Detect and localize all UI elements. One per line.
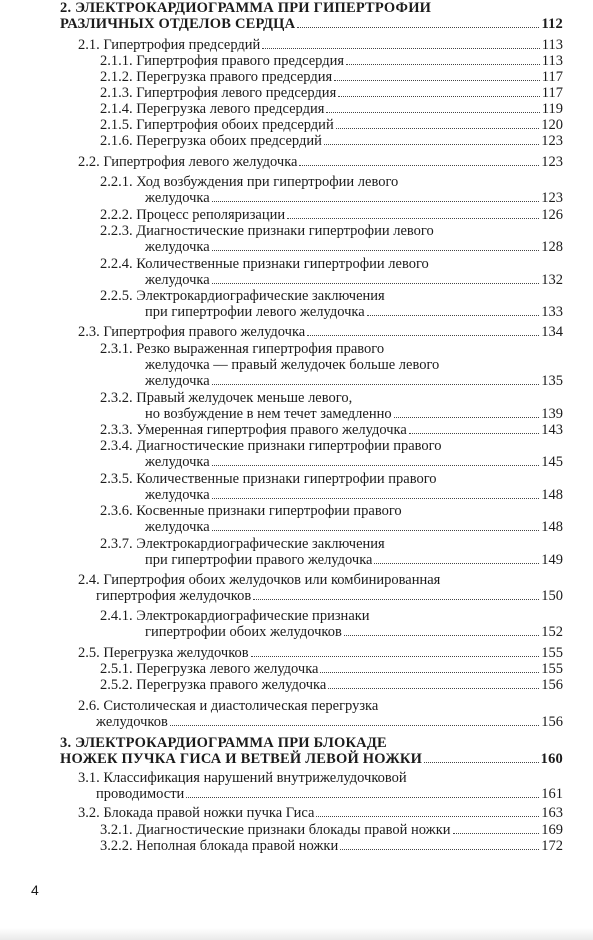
- dot-leader: [307, 335, 539, 336]
- dot-leader: [340, 849, 539, 850]
- toc-entry-title: желудочка: [145, 190, 210, 206]
- toc-entry-page: 156: [541, 677, 563, 693]
- toc-entry: [100, 536, 563, 552]
- toc-entry: [145, 272, 563, 288]
- toc-entry: [100, 85, 563, 101]
- toc-entry-title: 2.3.2. Правый желудочек меньше левого,: [100, 390, 353, 406]
- toc-entry-page: 160: [540, 751, 563, 767]
- toc-entry-title: НОЖЕК ПУЧКА ГИСА И ВЕТВЕЙ ЛЕВОЙ НОЖКИ: [60, 751, 423, 767]
- toc-entry: [78, 572, 563, 588]
- toc-entry-page: 128: [541, 239, 563, 255]
- dot-leader: [287, 218, 539, 219]
- toc-entry-title: но возбуждение в нем течет замедленно: [145, 406, 392, 422]
- toc-entry-title: желудочка: [145, 487, 210, 503]
- dot-leader: [453, 833, 540, 834]
- toc-entry-page: 134: [541, 324, 563, 340]
- toc-entry-title: 2.3.7. Электрокардиографические заключения: [100, 536, 385, 552]
- toc-entry-title: 2.2.5. Электрокардиографические заключения: [100, 288, 385, 304]
- toc-entry: [100, 101, 563, 117]
- dot-leader: [251, 656, 540, 657]
- toc-entry-title: 2.6. Систолическая и диастолическая перегрузка: [78, 698, 379, 714]
- toc-entry-title: проводимости: [96, 786, 185, 802]
- toc-entry: [78, 324, 563, 340]
- toc-entry: [100, 838, 563, 854]
- dot-leader: [186, 797, 539, 798]
- toc-entry: [100, 341, 563, 357]
- toc-entry: [100, 133, 563, 149]
- toc-entry-page: 117: [541, 85, 563, 101]
- toc-entry-title: 2.2.1. Ход возбуждения при гипертрофии левого: [100, 174, 399, 190]
- toc-entry: [96, 714, 563, 730]
- toc-entry-page: 149: [541, 552, 563, 568]
- dot-leader: [336, 128, 540, 129]
- toc-entry-title: 2. ЭЛЕКТРОКАРДИОГРАММА ПРИ ГИПЕРТРОФИИ: [60, 0, 432, 16]
- toc-entry-title: 2.1. Гипертрофия предсердий: [78, 37, 261, 53]
- toc-entry-title: 2.3.4. Диагностические признаки гипертрофии правого: [100, 438, 442, 454]
- toc-entry: [60, 0, 563, 16]
- dot-leader: [212, 283, 540, 284]
- toc-entry-page: 123: [541, 190, 563, 206]
- dot-leader: [367, 315, 540, 316]
- toc-entry-page: 143: [541, 422, 563, 438]
- toc-entry-title: 2.1.2. Перегрузка правого предсердия: [100, 69, 333, 85]
- toc-entry: [145, 373, 563, 389]
- toc-entry: [100, 661, 563, 677]
- dot-leader: [212, 465, 540, 466]
- toc-entry-page: 113: [541, 53, 563, 69]
- toc-entry-title: 2.2.3. Диагностические признаки гипертрофии левого: [100, 223, 434, 239]
- toc-entry-title: при гипертрофии левого желудочка: [145, 304, 365, 320]
- toc-entry-title: 2.4. Гипертрофия обоих желудочков или комбинированная: [78, 572, 441, 588]
- toc-entry: [145, 239, 563, 255]
- toc-entry-page: 132: [541, 272, 563, 288]
- toc-entry: [100, 207, 563, 223]
- dot-leader: [299, 165, 539, 166]
- toc-entry-title: 2.3.1. Резко выраженная гипертрофия правого: [100, 341, 385, 357]
- toc-entry: [145, 454, 563, 470]
- toc-entry-title: 2.5. Перегрузка желудочков: [78, 645, 249, 661]
- toc-entry-title: 2.1.1. Гипертрофия правого предсердия: [100, 53, 345, 69]
- toc-entry-page: 163: [541, 805, 563, 821]
- toc-entry-title: 3. ЭЛЕКТРОКАРДИОГРАММА ПРИ БЛОКАДЕ: [60, 735, 387, 751]
- toc-entry-title: 2.1.6. Перегрузка обоих предсердий: [100, 133, 322, 149]
- toc-entry: [100, 288, 563, 304]
- toc-entry-page: 155: [541, 645, 563, 661]
- toc-entry-title: желудочка: [145, 373, 210, 389]
- toc-entry: [145, 357, 563, 373]
- dot-leader: [394, 417, 540, 418]
- dot-leader: [326, 112, 539, 113]
- toc-entry: [78, 770, 563, 786]
- dot-leader: [212, 201, 540, 202]
- toc-entry-title: желудочка: [145, 454, 210, 470]
- toc-entry-title: 2.2.2. Процесс реполяризации: [100, 207, 286, 223]
- toc-entry-title: 3.2.2. Неполная блокада правой ножки: [100, 838, 339, 854]
- page-bottom-edge: [0, 928, 593, 940]
- dot-leader: [212, 530, 540, 531]
- toc-entry: [100, 471, 563, 487]
- toc-entry-title: 2.3.6. Косвенные признаки гипертрофии правого: [100, 503, 402, 519]
- toc-entry: [100, 422, 563, 438]
- dot-leader: [316, 816, 539, 817]
- toc-entry-page: 156: [541, 714, 563, 730]
- toc-entry-page: 119: [541, 101, 563, 117]
- toc-entry: [100, 174, 563, 190]
- toc-entry: [100, 677, 563, 693]
- toc-entry: [100, 256, 563, 272]
- toc-entry: [145, 487, 563, 503]
- toc-entry-title: 2.1.5. Гипертрофия обоих предсердий: [100, 117, 334, 133]
- toc-entry-page: 123: [541, 154, 563, 170]
- toc-entry-title: желудочка: [145, 239, 210, 255]
- toc-entry-title: 2.5.1. Перегрузка левого желудочка: [100, 661, 319, 677]
- dot-leader: [409, 433, 539, 434]
- toc-entry-page: 113: [541, 37, 563, 53]
- toc-entry: [100, 117, 563, 133]
- toc-entry-title: гипертрофии обоих желудочков: [145, 624, 342, 640]
- dot-leader: [212, 498, 540, 499]
- dot-leader: [344, 635, 539, 636]
- dot-leader: [253, 599, 539, 600]
- toc-entry-title: 3.1. Классификация нарушений внутрижелудочковой: [78, 770, 407, 786]
- toc-entry-page: 117: [541, 69, 563, 85]
- toc-entry: [145, 406, 563, 422]
- dot-leader: [334, 80, 540, 81]
- toc-entry: [100, 390, 563, 406]
- toc-entry: [96, 588, 563, 604]
- page-number: 4: [31, 882, 39, 898]
- toc-entry-title: желудочка: [145, 519, 210, 535]
- toc-entry-title: 3.2.1. Диагностические признаки блокады правой ножки: [100, 822, 451, 838]
- toc-entry: [145, 624, 563, 640]
- dot-leader: [338, 96, 540, 97]
- toc-entry-page: 126: [541, 207, 563, 223]
- toc-entry-title: гипертрофия желудочков: [96, 588, 252, 604]
- dot-leader: [424, 762, 539, 763]
- toc-entry: [100, 53, 563, 69]
- toc-entry: [145, 304, 563, 320]
- toc-entry: [145, 552, 563, 568]
- toc-entry: [60, 16, 563, 32]
- toc-entry-page: 112: [541, 16, 563, 32]
- toc-entry: [100, 69, 563, 85]
- toc-entry-page: 148: [541, 487, 563, 503]
- toc-entry-page: 133: [541, 304, 563, 320]
- toc-entry-page: 145: [541, 454, 563, 470]
- toc-entry-title: 2.3. Гипертрофия правого желудочка: [78, 324, 306, 340]
- toc-entry-title: 2.5.2. Перегрузка правого желудочка: [100, 677, 327, 693]
- toc-entry-title: желудочка — правый желудочек больше левого: [145, 357, 440, 373]
- toc-entry: [78, 37, 563, 53]
- toc-entry-title: 2.2. Гипертрофия левого желудочка: [78, 154, 298, 170]
- toc-entry-page: 135: [541, 373, 563, 389]
- toc-entry-title: 2.3.3. Умеренная гипертрофия правого желудочка: [100, 422, 407, 438]
- dot-leader: [262, 48, 539, 49]
- toc-entry-page: 155: [541, 661, 563, 677]
- toc-entry: [100, 608, 563, 624]
- toc-entry: [100, 822, 563, 838]
- toc-entry: [145, 190, 563, 206]
- toc-entry-title: при гипертрофии правого желудочка: [145, 552, 373, 568]
- toc-entry-page: 139: [541, 406, 563, 422]
- toc-entry-page: 120: [541, 117, 563, 133]
- dot-leader: [212, 250, 540, 251]
- dot-leader: [346, 64, 540, 65]
- toc-entry-page: 148: [541, 519, 563, 535]
- toc-entry: [100, 223, 563, 239]
- toc-entry-title: 2.1.4. Перегрузка левого предсердия: [100, 101, 325, 117]
- toc-entry: [78, 154, 563, 170]
- toc-entry-title: РАЗЛИЧНЫХ ОТДЕЛОВ СЕРДЦА: [60, 16, 296, 32]
- toc-entry-page: 161: [541, 786, 563, 802]
- toc-entry: [100, 503, 563, 519]
- dot-leader: [324, 144, 539, 145]
- toc-entry-title: 2.3.5. Количественные признаки гипертрофии правого: [100, 471, 437, 487]
- dot-leader: [170, 725, 539, 726]
- toc-entry: [145, 519, 563, 535]
- dot-leader: [328, 688, 539, 689]
- toc-entry-title: 2.4.1. Электрокардиографические признаки: [100, 608, 370, 624]
- toc-entry-title: желудочка: [145, 272, 210, 288]
- dot-leader: [212, 384, 540, 385]
- toc-entry: [60, 735, 563, 751]
- dot-leader: [374, 563, 539, 564]
- toc-entry: [96, 786, 563, 802]
- toc-entry: [100, 438, 563, 454]
- dot-leader: [320, 672, 539, 673]
- dot-leader: [297, 27, 539, 28]
- toc-entry-page: 150: [541, 588, 563, 604]
- toc-entry: [78, 645, 563, 661]
- toc-entry-title: желудочков: [96, 714, 168, 730]
- toc-entry-page: 152: [541, 624, 563, 640]
- toc-entry-page: 169: [541, 822, 563, 838]
- toc-entry: [78, 698, 563, 714]
- toc-entry-title: 3.2. Блокада правой ножки пучка Гиса: [78, 805, 315, 821]
- toc-entry-page: 172: [541, 838, 563, 854]
- toc-entry: [60, 751, 563, 767]
- toc-entry: [78, 805, 563, 821]
- toc-entry-title: 2.2.4. Количественные признаки гипертрофии левого: [100, 256, 429, 272]
- toc-entry-page: 123: [541, 133, 563, 149]
- toc-entry-title: 2.1.3. Гипертрофия левого предсердия: [100, 85, 337, 101]
